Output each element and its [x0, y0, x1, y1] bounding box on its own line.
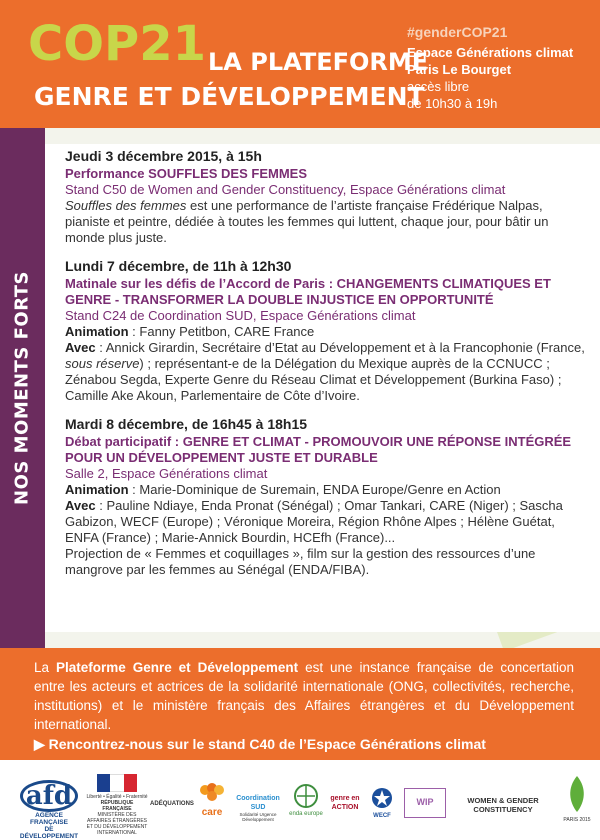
wecf-star-icon [369, 786, 395, 810]
sidebar-label: NOS MOMENTS FORTS [11, 271, 33, 505]
care-logo[interactable] [194, 782, 230, 822]
rf-motto: Liberté • Égalité • Fraternité [86, 794, 148, 800]
access-line: accès libre [407, 79, 470, 94]
afd-name-1: AGENCE FRANÇAISE [30, 812, 68, 826]
enda-globe-icon [293, 784, 319, 808]
event-speakers [65, 340, 585, 404]
hashtag[interactable]: #genderCOP21 [407, 24, 508, 40]
coordination-sud-logo[interactable] [232, 794, 284, 822]
event-location: Stand C50 de Women and Gender Constituency, Espace Générations climat [65, 182, 506, 197]
animation-text: : Fanny Petitbon, CARE France [128, 324, 315, 339]
animation-label: Animation [65, 482, 129, 497]
event-speakers [65, 498, 585, 546]
wecf-name: WECF [373, 813, 391, 819]
coordination-name: Coordination SUD [236, 795, 280, 811]
speakers-note: sous réserve [65, 356, 140, 371]
afd-name-2: DE DÉVELOPPEMENT [19, 826, 79, 840]
wip-name: WIP [416, 797, 434, 807]
event-date: Lundi 7 décembre, de 11h à 12h30 [65, 258, 292, 274]
venue-line-2: Paris Le Bourget [407, 62, 512, 77]
footer-text: est une instance française de concertation entre les acteurs et actrices de la solidarité internationale (ONG, collectivités, recherche, institutions) et le ministère français des Affaires étrangères et du Développement international. [34, 660, 574, 732]
venue-line-1: Espace Générations climat [407, 45, 574, 60]
event-animation [65, 324, 585, 340]
republique-francaise-logo[interactable] [86, 774, 148, 836]
header-banner [0, 0, 600, 128]
care-name: care [201, 807, 223, 818]
event-item [65, 148, 585, 246]
sidebar [0, 128, 45, 648]
animation-label: Animation [65, 324, 129, 339]
speakers-text: ) ; représentant-e de la Délégation du Mexique auprès de la CCNUCC ; Zénabou Segda, Experte Genre du Réseau Climat et Développement (Burkina Faso) ; Camille Ake Akoun, Parlementaire de Côte d’Ivoire. [65, 356, 562, 403]
event-title: Performance SOUFFLES DES FEMMES [65, 166, 307, 181]
genre-title: GENRE ET DÉVELOPPEMENT [34, 82, 425, 111]
event-date: Jeudi 3 décembre 2015, à 15h [65, 148, 262, 164]
event-work-title: Souffles des femmes [65, 198, 187, 213]
event-description-text: est une performance de l’artiste française Frédérique Nalpas, pianiste et peintre, dédiée à toutes les femmes qui luttent, chaque jour, pour bâtir un monde plus juste. [65, 198, 549, 245]
venue-info [407, 24, 573, 112]
footer-banner [0, 648, 600, 760]
rf-ministry: MINISTÈRE DES AFFAIRES ÉTRANGÈRES ET DU DÉVELOPPEMENT INTERNATIONAL [86, 812, 148, 836]
wip-logo[interactable] [404, 788, 446, 818]
partner-logos [0, 760, 600, 840]
afd-logo[interactable] [16, 780, 82, 840]
event-extra: Projection de « Femmes et coquillages », film sur la gestion des ressources d’une mangrove par les femmes au Sénégal (ENDA/FIBA). [65, 546, 536, 577]
speakers-text: : Pauline Ndiaye, Enda Pronat (Sénégal) ; Omar Tankari, CARE (Niger) ; Sascha Gabizon, WECF (Europe) ; Véronique Moreira, Région Rhône Alpes ; Hélène Guétat, ENFA (France) ; Marie-Annick Bourdin, HCEfh (France)... [65, 498, 563, 545]
wecf-logo[interactable] [366, 786, 398, 821]
avec-label: Avec [65, 498, 96, 513]
genre-en-action-logo[interactable]: genre en ACTION [330, 795, 360, 811]
avec-label: Avec [65, 340, 96, 355]
event-location: Salle 2, Espace Générations climat [65, 466, 268, 481]
event-date: Mardi 8 décembre, de 16h45 à 18h15 [65, 416, 308, 432]
cop21-title: COP21 [28, 16, 207, 72]
hours-line: de 10h30 à 19h [407, 96, 498, 111]
plateforme-title: LA PLATEFORME [208, 48, 429, 76]
afd-mark: afd [20, 780, 78, 812]
events-list [65, 148, 585, 590]
event-title: Matinale sur les défis de l’Accord de Paris : CHANGEMENTS CLIMATIQUES ET GENRE - TRANSFORMER LA DOUBLE INJUSTICE EN OPPORTUNITÉ [65, 276, 551, 307]
stand-cta[interactable]: ▶ Rencontrez-nous sur le stand C40 de l’Espace Générations climat [34, 736, 486, 752]
enda-name: enda europe [289, 811, 323, 817]
event-animation [65, 482, 585, 498]
paris-2015-logo[interactable] [560, 774, 594, 825]
paris-2015-label: PARIS 2015 [563, 817, 591, 823]
event-item [65, 416, 585, 578]
footer-org-name: Plateforme Genre et Développement [55, 660, 299, 675]
rf-name: RÉPUBLIQUE FRANÇAISE [100, 800, 134, 812]
event-item [65, 258, 585, 404]
french-flag-icon [97, 774, 137, 792]
footer-text: La [34, 660, 56, 675]
care-hands-icon [196, 782, 228, 806]
enda-logo[interactable] [286, 784, 326, 819]
event-location: Stand C24 de Coordination SUD, Espace Générations climat [65, 308, 416, 323]
animation-text: : Marie-Dominique de Suremain, ENDA Europe/Genre en Action [128, 482, 501, 497]
event-description [65, 198, 585, 246]
coordination-subtitle: Solidarité Urgence Développement [239, 812, 277, 822]
adequations-logo[interactable]: ADÉQUATIONS [150, 801, 194, 807]
event-title: Débat participatif : GENRE ET CLIMAT - PROMOUVOIR UNE RÉPONSE INTÉGRÉE POUR UN DÉVELOPPEMENT JUSTE ET DURABLE [65, 434, 572, 465]
speakers-text: : Annick Girardin, Secrétaire d’Etat au Développement et à la Francophonie (France, [95, 340, 585, 355]
footer-description [34, 658, 574, 734]
leaf-icon [567, 774, 587, 814]
women-gender-constituency-logo[interactable]: WOMEN & GENDER CONSTITUENCY [467, 796, 539, 814]
